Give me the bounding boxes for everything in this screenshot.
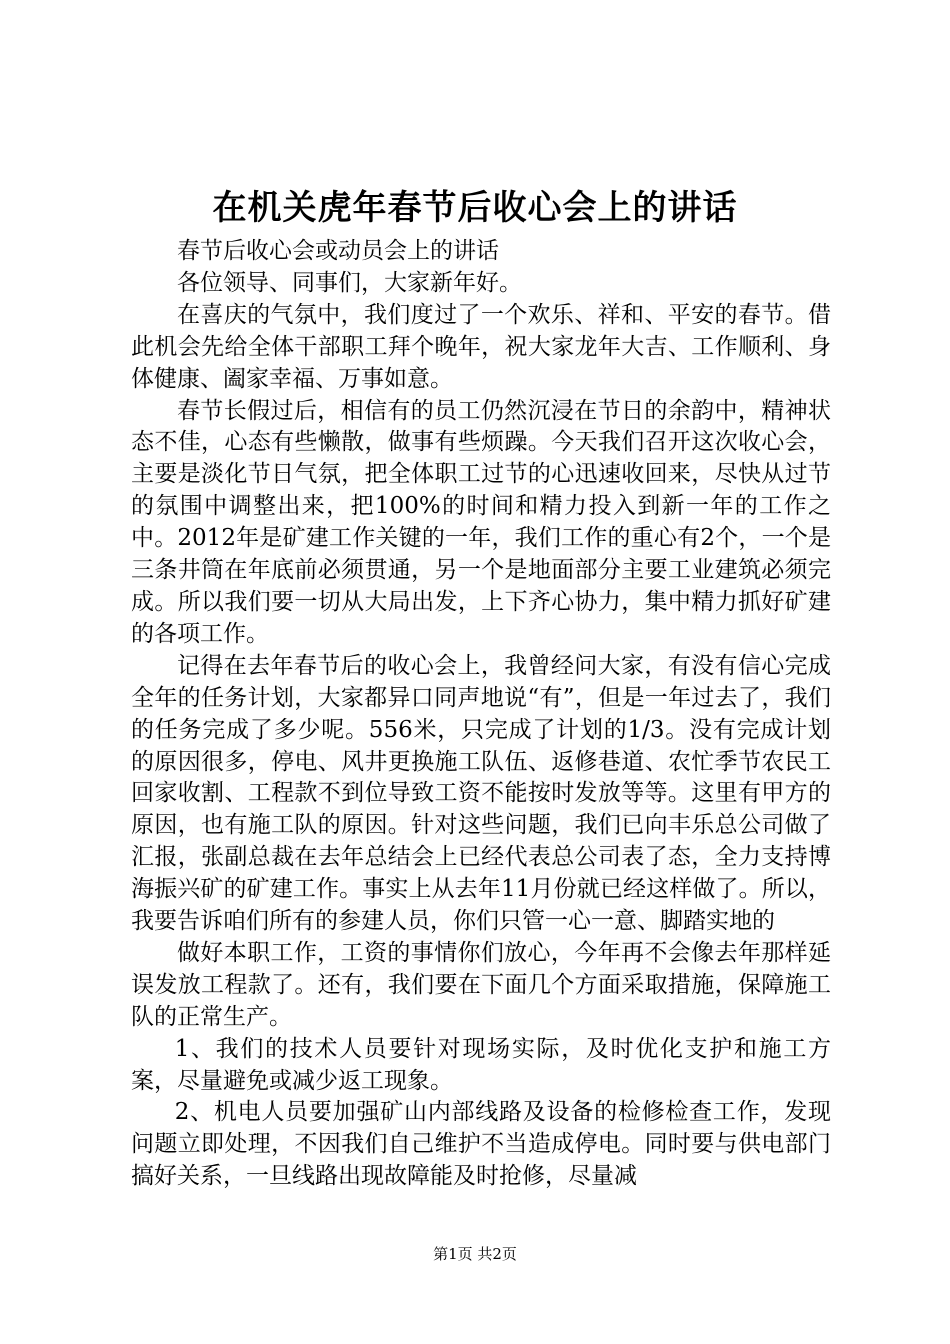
list-item: 1、我们的技术人员要针对现场实际，及时优化支护和施工方案，尽量避免或减少返工现象。	[131, 1035, 831, 1094]
page-footer: 第1页 共2页	[433, 1245, 517, 1263]
paragraph-greeting: 各位领导、同事们，大家新年好。	[177, 269, 522, 296]
paragraph-subtitle: 春节后收心会或动员会上的讲话	[177, 238, 499, 264]
document-title: 在机关虎年春节后收心会上的讲话	[212, 188, 738, 228]
list-item: 2、机电人员要加强矿山内部线路及设备的检修检查工作，发现问题立即处理，不因我们自己维护不当造成停电。同时要与供电部门搞好关系，一旦线路出现故障能及时抢修，尽量减	[131, 1099, 831, 1190]
paragraph: 做好本职工作，工资的事情你们放心，今年再不会像去年那样延误发放工程款了。还有，我们要在下面几个方面采取措施，保障施工队的正常生产。	[131, 939, 831, 1030]
paragraph: 春节长假过后，相信有的员工仍然沉浸在节日的余韵中，精神状态不佳，心态有些懒散，做事有些烦躁。今天我们召开这次收心会，主要是淡化节日气氛，把全体职工过节的心迅速收回来，尽快从过节的氛围中调整出来，把100%的时间和精力投入到新一年的工作之中。2012年是矿建工作关键的一年，我们工作的重心有2个，一个是三条井筒在年底前必须贯通，另一个是地面部分主要工业建筑必须完成。所以我们要一切从大局出发，上下齐心协力，集中精力抓好矿建的各项工作。	[131, 397, 831, 647]
paragraph: 在喜庆的气氛中，我们度过了一个欢乐、祥和、平安的春节。借此机会先给全体干部职工拜个晚年，祝大家龙年大吉、工作顺利、身体健康、阖家幸福、万事如意。	[131, 301, 831, 392]
paragraph: 记得在去年春节后的收心会上，我曾经问大家，有没有信心完成全年的任务计划，大家都异口同声地说“有”，但是一年过去了，我们的任务完成了多少呢。556米，只完成了计划的1/3。没有完成计划的原因很多，停电、风井更换施工队伍、返修巷道、农忙季节农民工回家收割、工程款不到位导致工资不能按时发放等等。这里有甲方的原因，也有施工队的原因。针对这些问题，我们已向丰乐总公司做了汇报，张副总裁在去年总结会上已经代表总公司表了态，全力支持博海振兴矿的矿建工作。事实上从去年11月份就已经这样做了。所以，我要告诉咱们所有的参建人员，你们只管一心一意、脚踏实地的	[131, 652, 831, 935]
document-body	[131, 236, 831, 1193]
